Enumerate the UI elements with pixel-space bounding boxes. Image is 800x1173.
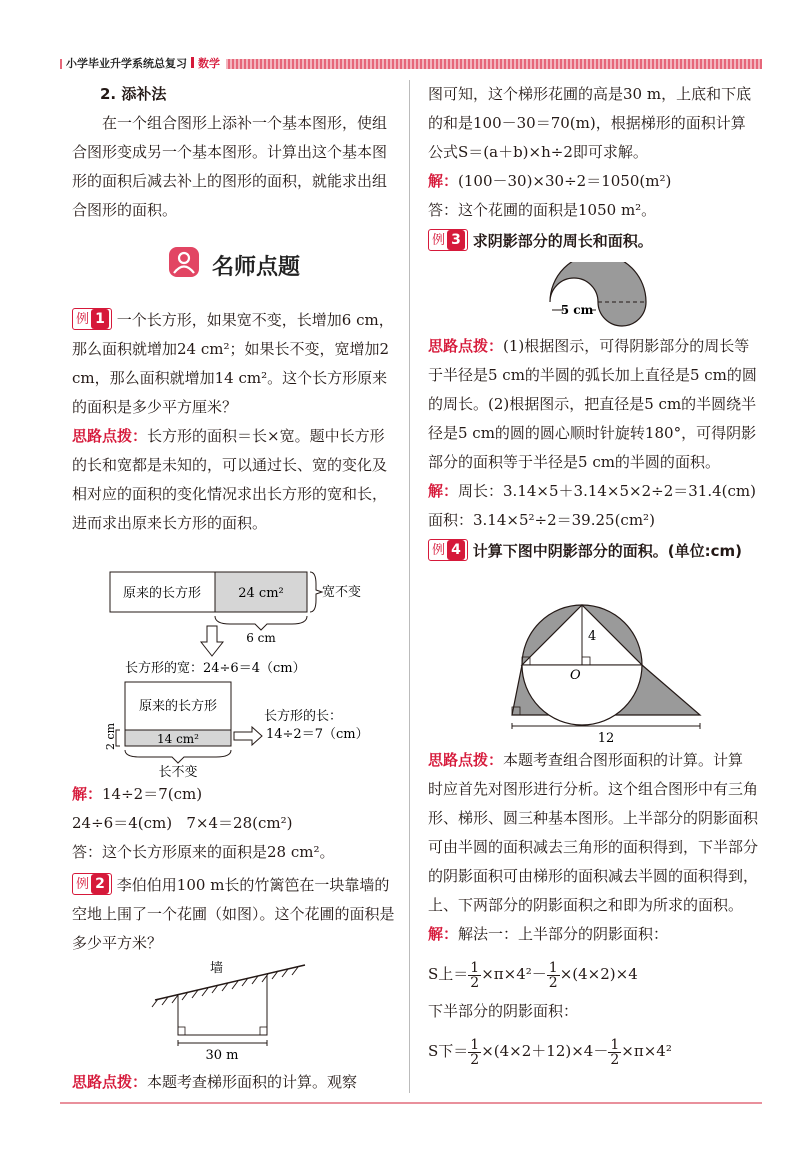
- fig-orig-label: 原来的长方形: [122, 586, 202, 601]
- ex2-sol: (100－30)×30÷2＝1050(m²): [458, 172, 672, 190]
- sol-label: 解：: [428, 925, 459, 943]
- ex3-figure: [540, 262, 680, 328]
- ex2-hint-part2: 图可知，这个梯形花圃的高是30 m，上底和下底的和是100－30＝70(m)，根据梯形的面积计算公式S＝(a＋b)×h÷2即可求解。: [428, 85, 752, 161]
- ex2-answer: 答：这个花圃的面积是1050 m²。: [428, 201, 657, 219]
- ex1-question: 一个长方形，如果宽不变，长增加6 cm，那么面积就增加24 cm²；如果长不变，宽增加2 cm，那么面积就增加14 cm²。这个长方形原来的面积是多少平方厘米？: [72, 311, 394, 416]
- s-up-label: S上: [428, 965, 454, 983]
- fig-area14: 14 cm²: [157, 732, 199, 746]
- sol-label: 解：: [428, 482, 459, 500]
- ex3-body: [428, 332, 758, 566]
- ex4-hint: 本题考查组合图形面积的计算。计算时应首先对图形进行分析。这个组合图形中有三角形、梯形、圆三种基本图形。上半部分的阴影面积可由半圆的面积减去三角形的面积得到，下半部分的阴影面积可由梯形的面积减去半圆的面积得到，上、下两部分的阴影面积之和即为所求的面积。: [428, 751, 759, 914]
- fig-orig-label-2: 原来的长方形: [138, 699, 218, 714]
- book-title: 小学毕业升学系统总复习: [66, 57, 187, 70]
- ex2-question: 李伯伯用100 m长的竹篱笆在一块靠墙的空地上围了一个花圃（如图）。这个花圃的面积是多少平方米？: [72, 876, 395, 952]
- ex1-solution: [72, 780, 398, 958]
- ex4-lower-label: 下半部分的阴影面积：: [428, 1002, 579, 1020]
- teacher-icon: [168, 246, 202, 280]
- fig-wsame: 宽不变: [322, 585, 362, 600]
- right-column-top: [428, 80, 758, 256]
- hint-label: 思路点拨：: [428, 337, 504, 355]
- example-tag: 例 2: [72, 873, 112, 895]
- example-tag: 例 3: [428, 229, 468, 251]
- ex1-figure: [100, 562, 400, 778]
- fig-len-label: 长方形的长：: [264, 709, 343, 724]
- ex4-height-label: 4: [588, 629, 597, 644]
- running-header: [62, 55, 226, 73]
- ex4-question: 计算下图中阴影部分的面积。(单位:cm): [472, 542, 743, 560]
- fraction-half: $\frac{1}{2}$: [610, 1036, 620, 1068]
- section-body: 在一个组合图形上添补一个基本图形，使组合图形变成另一个基本图形。计算出这个基本图形的面积后减去补上的图形的面积，就能求出组合图形的面积。: [72, 114, 388, 219]
- hint-label: 思路点拨：: [72, 1073, 148, 1091]
- fig-d6: 6 cm: [246, 631, 276, 645]
- fig-area24: 24 cm²: [238, 586, 284, 601]
- fraction-half: $\frac{1}{2}$: [470, 1036, 480, 1068]
- s-down-label: S下: [428, 1042, 454, 1060]
- fig-width-calc: 长方形的宽：24÷6＝4（cm）: [125, 661, 306, 676]
- ex3-sol-1: 周长：3.14×5＋3.14×5×2÷2＝31.4(cm): [458, 482, 756, 500]
- footer-line: [60, 1102, 762, 1104]
- ex1-sol-2b: 7×4＝28(cm²): [186, 814, 293, 832]
- header-separator: [191, 57, 194, 68]
- ex4-center-label: O: [570, 668, 581, 683]
- title-block: [168, 246, 301, 282]
- column-divider: [409, 80, 410, 1093]
- example-tag: 例 4: [428, 539, 468, 561]
- ex2-figure: [140, 960, 400, 1060]
- formula-lower: S下＝ $\frac{1}{2}$ ×(4×2＋12)×4－ $\frac{1}{2}$ ×π×4²: [428, 1036, 672, 1068]
- fraction-half: $\frac{1}{2}$: [470, 959, 480, 991]
- hint-label: 思路点拨：: [72, 427, 148, 445]
- ex3-radius-label: 5 cm: [560, 303, 594, 317]
- section-title: 名师点题: [212, 255, 301, 280]
- ex2-hint-left: [72, 1068, 398, 1097]
- sol-label: 解：: [428, 172, 459, 190]
- fig-d2: 2 cm: [104, 722, 117, 750]
- subject-label: 数学: [198, 57, 220, 70]
- ex4-base-label: 12: [597, 731, 615, 746]
- example-tag: 例 1: [72, 308, 112, 330]
- ex4-body: [428, 746, 758, 1068]
- hint-label: 思路点拨：: [428, 751, 504, 769]
- ex1-hint: 长方形的面积＝长×宽。题中长方形的长和宽都是未知的，可以通过长、宽的变化及相对应的面积的变化情况求出长方形的宽和长，进而求出原来长方形的面积。: [72, 427, 388, 532]
- wall-label: 墙: [210, 961, 224, 976]
- ex1-answer: 答：这个长方形原来的面积是28 cm²。: [72, 843, 335, 861]
- left-column: [72, 80, 398, 225]
- fig-len-calc: 14÷2＝7（cm）: [266, 727, 369, 742]
- ex1-sol-1: 14÷2＝7(cm): [102, 785, 203, 803]
- ex2-hint-part1: 本题考查梯形面积的计算。观察: [147, 1073, 358, 1091]
- ex2-base-label: 30 m: [205, 1048, 239, 1060]
- ex3-question: 求阴影部分的周长和面积。: [472, 232, 653, 250]
- formula-upper: S上＝ $\frac{1}{2}$ ×π×4²－ $\frac{1}{2}$ ×(4×2)×4: [428, 959, 638, 991]
- fig-lsame: 长不变: [158, 765, 198, 778]
- example-1: [72, 306, 398, 538]
- ex1-sol-2a: 24÷6＝4(cm): [72, 814, 173, 832]
- fraction-half: $\frac{1}{2}$: [548, 959, 558, 991]
- ex3-hint: (1)根据图示，可得阴影部分的周长等于半径是5 cm的半圆的弧长加上直径是5 cm的圆的周长。(2)根据图示，把直径是5 cm的半圆绕半径是5 cm的圆的圆心顺时针旋转180°，可得阴影部分的面积等于半径是5 cm的半圆的面积。: [428, 337, 757, 471]
- ex4-sol-intro: 解法一：上半部分的阴影面积：: [458, 925, 669, 943]
- sol-label: 解：: [72, 785, 103, 803]
- ex4-figure: [496, 590, 736, 746]
- ex3-sol-2: 面积：3.14×5²÷2＝39.25(cm²): [428, 511, 655, 529]
- section-heading: 2. 添补法: [100, 85, 167, 103]
